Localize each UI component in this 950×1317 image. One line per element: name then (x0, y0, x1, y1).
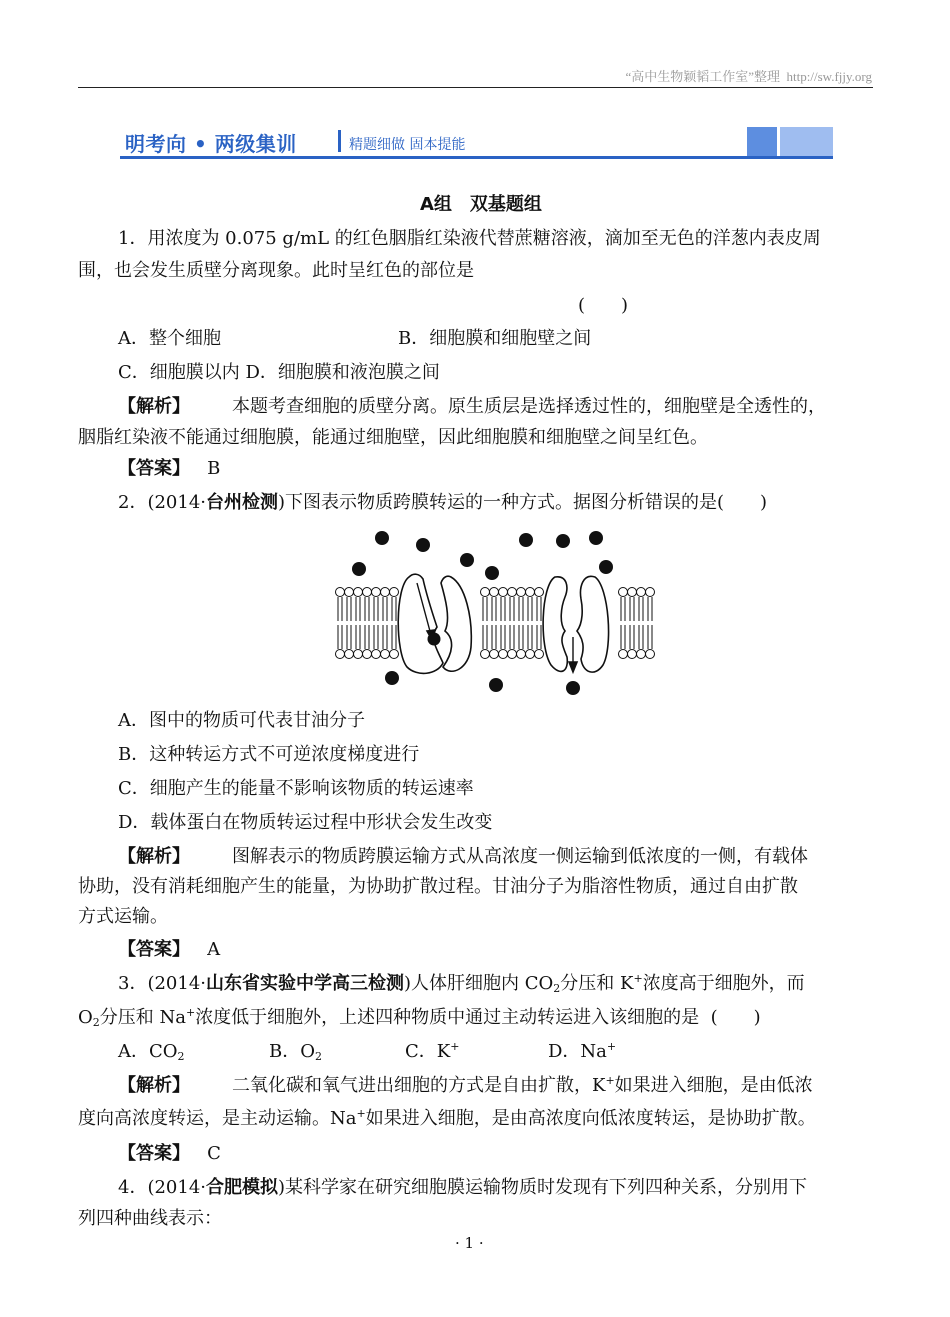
molecule (519, 533, 533, 547)
q2-option-a: A．图中的物质可代表甘油分子 (118, 710, 365, 731)
banner-decor-box (747, 127, 777, 156)
q4-number: 4．(2014· (118, 1177, 207, 1198)
q3-option-b (269, 1040, 322, 1064)
q3-analysis-part: 度向高浓度转运，是主动运输。Na (78, 1108, 357, 1129)
q3-answer-value: C (207, 1143, 221, 1164)
q4-stem-line1 (118, 1176, 807, 1200)
banner-title: 明考向 • 两级集训 (125, 132, 297, 156)
q3-stem-part: 分压和 Na (99, 1007, 186, 1028)
superscript: + (633, 972, 643, 985)
q3-option-a (118, 1040, 185, 1064)
q2-analysis-label: 【解析】 (118, 846, 190, 867)
superscript: + (185, 1006, 196, 1019)
q4-source: 合肥模拟 (206, 1177, 279, 1198)
page-header (560, 66, 872, 85)
q2-number: 2．(2014· (118, 492, 207, 513)
q3-bracket: ( ) (710, 1007, 761, 1028)
molecule (352, 562, 366, 576)
q2-option-d: D．载体蛋白在物质转运过程中形状会发生改变 (118, 812, 493, 833)
molecule (489, 678, 503, 692)
q1-option-a: A．整个细胞 (118, 328, 221, 349)
q1-analysis-line1 (118, 395, 826, 419)
subscript: 2 (314, 1050, 322, 1063)
page-number: · 1 · (455, 1234, 484, 1252)
q1-answer-value: B (207, 458, 221, 479)
q3-analysis-part: 如果进入细胞，是由低浓 (614, 1075, 813, 1096)
q2-source: 台州检测 (206, 492, 279, 513)
q2-stem-text: )下图表示物质跨膜转运的一种方式。据图分析错误的是( ) (278, 492, 768, 513)
q3-option-d (548, 1040, 616, 1064)
molecule (556, 534, 570, 548)
q3-analysis-label: 【解析】 (118, 1075, 190, 1096)
q1-analysis-line2: 胭脂红染液不能通过细胞膜，能通过细胞壁，因此细胞膜和细胞壁之间呈红色。 (78, 427, 708, 448)
q3-stem-line2 (78, 1006, 761, 1030)
header-rule (78, 87, 873, 88)
q3-stem-part: 浓度低于细胞外，上述四种物质中通过主动转运进入该细胞的是 (195, 1007, 700, 1028)
q3-source: 山东省实验中学高三检测 (206, 973, 405, 994)
molecule (460, 553, 474, 567)
q1-stem-line2: 围，也会发生质壁分离现象。此时呈红色的部位是 (78, 260, 474, 281)
header-url: http://sw.fjjy.org (786, 69, 872, 84)
q3-analysis-part: 二氧化碳和氧气进出细胞的方式是自由扩散，K (232, 1075, 606, 1096)
phospholipid-bilayer-left (336, 588, 399, 659)
q3-answer (118, 1142, 221, 1166)
q3-option-c-text: C．K (405, 1041, 451, 1062)
molecule (599, 560, 613, 574)
carrier-protein-open-outside (398, 574, 471, 673)
subscript: 2 (92, 1016, 100, 1029)
header-studio: “高中生物颖韬工作室”整理 (625, 69, 781, 84)
lower-heads-left (336, 650, 399, 659)
molecule (589, 531, 603, 545)
q2-answer-value: A (207, 939, 221, 960)
subscript: 2 (553, 982, 561, 995)
q1-stem-line1: 1．用浓度为 0.075 g/mL 的红色胭脂红染液代替蔗糖溶液，滴加至无色的洋葱内表皮周 (118, 228, 821, 249)
q3-analysis-line2 (78, 1107, 816, 1131)
q2-answer (118, 938, 220, 962)
membrane-transport-figure (333, 527, 658, 702)
q2-analysis-line1 (118, 845, 808, 869)
q1-option-b: B．细胞膜和细胞壁之间 (398, 328, 592, 349)
molecule (566, 681, 580, 695)
carrier-protein-open-inside (543, 576, 608, 672)
phospholipid-bilayer-right (619, 588, 655, 659)
q3-stem-part: 分压和 K (560, 973, 634, 994)
q2-analysis-line3: 方式运输。 (78, 906, 168, 927)
q4-stem-line2: 列四种曲线表示： (78, 1208, 222, 1229)
q2-stem (118, 491, 767, 515)
q2-option-b: B．这种转运方式不可逆浓度梯度进行 (118, 744, 420, 765)
section-banner (120, 127, 833, 159)
q3-analysis-line1 (118, 1074, 813, 1098)
q3-stem-part: O (78, 1007, 93, 1028)
q3-stem-part: 浓度高于细胞外，而 (642, 973, 805, 994)
q1-answer-label: 【答案】 (118, 458, 190, 479)
molecule (375, 531, 389, 545)
q3-analysis-part: 如果进入细胞，是由高浓度向低浓度转运，是协助扩散。 (365, 1108, 816, 1129)
superscript: + (605, 1074, 615, 1087)
q3-answer-label: 【答案】 (118, 1143, 190, 1164)
q2-analysis-text1: 图解表示的物质跨膜运输方式从高浓度一侧运输到低浓度的一侧，有载体 (232, 846, 808, 867)
q1-answer (118, 457, 220, 481)
q3-option-d-text: D．Na (548, 1041, 607, 1062)
q3-stem-part: )人体肝细胞内 CO (404, 973, 554, 994)
molecule (485, 566, 499, 580)
upper-heads-left (336, 588, 399, 597)
superscript: + (356, 1107, 366, 1120)
q3-number: 3．(2014· (118, 973, 207, 994)
molecule (385, 671, 399, 685)
q4-stem-text: )某科学家在研究细胞膜运输物质时发现有下列四种关系，分别用下 (278, 1177, 808, 1198)
superscript: + (606, 1040, 617, 1053)
banner-underline (120, 156, 833, 159)
group-title: A组 双基题组 (420, 194, 542, 215)
molecule (416, 538, 430, 552)
q3-option-c (405, 1040, 459, 1064)
q1-bracket: ( ) (578, 295, 629, 316)
q1-analysis-text1: 本题考查细胞的质壁分离。原生质层是选择透过性的，细胞壁是全透性的， (232, 396, 826, 417)
banner-subtitle: 精题细做 固本提能 (349, 137, 466, 153)
q1-analysis-label: 【解析】 (118, 396, 190, 417)
banner-separator (338, 130, 341, 152)
q2-answer-label: 【答案】 (118, 939, 190, 960)
molecules-outside (352, 531, 613, 580)
banner-decor-box (780, 127, 833, 156)
q1-option-cd: C．细胞膜以内 D．细胞膜和液泡膜之间 (118, 362, 440, 383)
subscript: 2 (177, 1050, 185, 1063)
q3-option-a-text: A．CO (118, 1041, 178, 1062)
q2-analysis-line2: 协助，没有消耗细胞产生的能量，为协助扩散过程。甘油分子为脂溶性物质，通过自由扩散 (78, 876, 798, 897)
q3-stem-line1 (118, 972, 805, 996)
molecules-inside (385, 671, 580, 695)
superscript: + (450, 1040, 460, 1053)
q2-option-c: C．细胞产生的能量不影响该物质的转运速率 (118, 778, 474, 799)
phospholipid-bilayer-middle (481, 588, 544, 659)
q3-option-b-text: B．O (269, 1041, 315, 1062)
